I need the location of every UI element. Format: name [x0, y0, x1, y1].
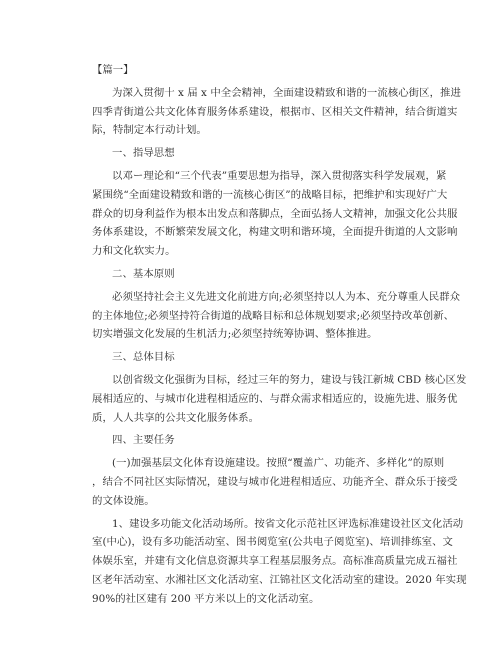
text-line: 群众的切身利益作为根本出发点和落脚点，全面弘扬人文精神，加强文化公共服: [92, 207, 458, 220]
text-line: 90%的社区建有 200 平方米以上的文化活动室。: [92, 592, 320, 605]
text-line: ，结合不同社区实际情况，建设与城市化进程相适应、功能齐全、群众乐于接受: [92, 475, 458, 488]
document-body: [92, 61, 467, 609]
heading-guiding-ideology: 一、指导思想: [112, 147, 175, 160]
paragraph-activity-venues: [92, 515, 467, 609]
paragraph-facilities: [92, 454, 458, 510]
text-line: 力和文化软实力。: [92, 245, 176, 258]
text-line: 质，人人共享的公共文化服务体系。: [92, 411, 260, 424]
text-line: 紧围绕“全面建设精致和谐的一流核心街区”的战略目标，把维护和实现好广大: [92, 188, 448, 201]
text-line: 务体系建设，不断繁荣发展文化，构建文明和谐环境，全面提升街道的人文影响: [92, 226, 458, 239]
text-line: 际，特制定本行动计划。: [92, 124, 207, 137]
text-line: 室(中心)，设有多功能活动室、图书阅览室(公共电子阅览室)、培训排练室、文: [92, 536, 453, 549]
paragraph-overall-goal: [92, 371, 467, 427]
text-line: 展相适应的、与城市化进程相适应的、与群众需求相适应的，设施先进、服务优: [92, 392, 458, 405]
text-line: 必须坚持社会主义先进文化前进方向;必须坚持以人为本、充分尊重人民群众: [112, 290, 461, 303]
heading-basic-principles: 二、基本原则: [112, 267, 175, 280]
text-line: 以创省级文化强街为目标，经过三年的努力，建设与钱江新城 CBD 核心区发: [112, 373, 467, 386]
text-line: 四季青街道公共文化体育服务体系建设，根据市、区相关文件精神，结合街道实: [92, 105, 458, 118]
text-line: 切实增强文化发展的生机活力;必须坚持统筹协调、整体推进。: [92, 328, 378, 341]
paragraph-intro: [92, 84, 461, 140]
text-line: (一)加强基层文化体育设施建设。按照“覆盖广、功能齐、多样化”的原则: [112, 457, 445, 470]
text-line: 以邓ー理论和“三个代表”重要思想为指导，深入贯彻落实科学发展观，紧: [112, 169, 447, 182]
text-line: 体娱乐室，并建有文化信息资源共享工程基层服务点。高标准高质量完成五福社: [92, 555, 458, 568]
section-label: 【篇一】: [92, 64, 134, 76]
text-line: 1、建设多功能文化活动场所。按省文化示范社区评选标准建设社区文化活动: [112, 517, 464, 530]
text-line: 的主体地位;必须坚持符合街道的战略目标和总体规划要求;必须坚持改革创新、: [92, 309, 455, 322]
heading-main-tasks: 四、主要任务: [112, 434, 175, 447]
text-line: 的文体设施。: [92, 494, 155, 507]
paragraph-basic-principles: [92, 288, 461, 344]
paragraph-guiding-ideology: [92, 167, 458, 261]
text-line: 区老年活动室、水湘社区文化活动室、江锦社区文化活动室的建设。2020 年实现: [92, 573, 467, 586]
heading-overall-goal: 三、总体目标: [112, 351, 175, 364]
text-line: 为深入贯彻十 x 届 x 中全会精神，全面建设精致和谐的一流核心街区，推进: [112, 86, 461, 99]
